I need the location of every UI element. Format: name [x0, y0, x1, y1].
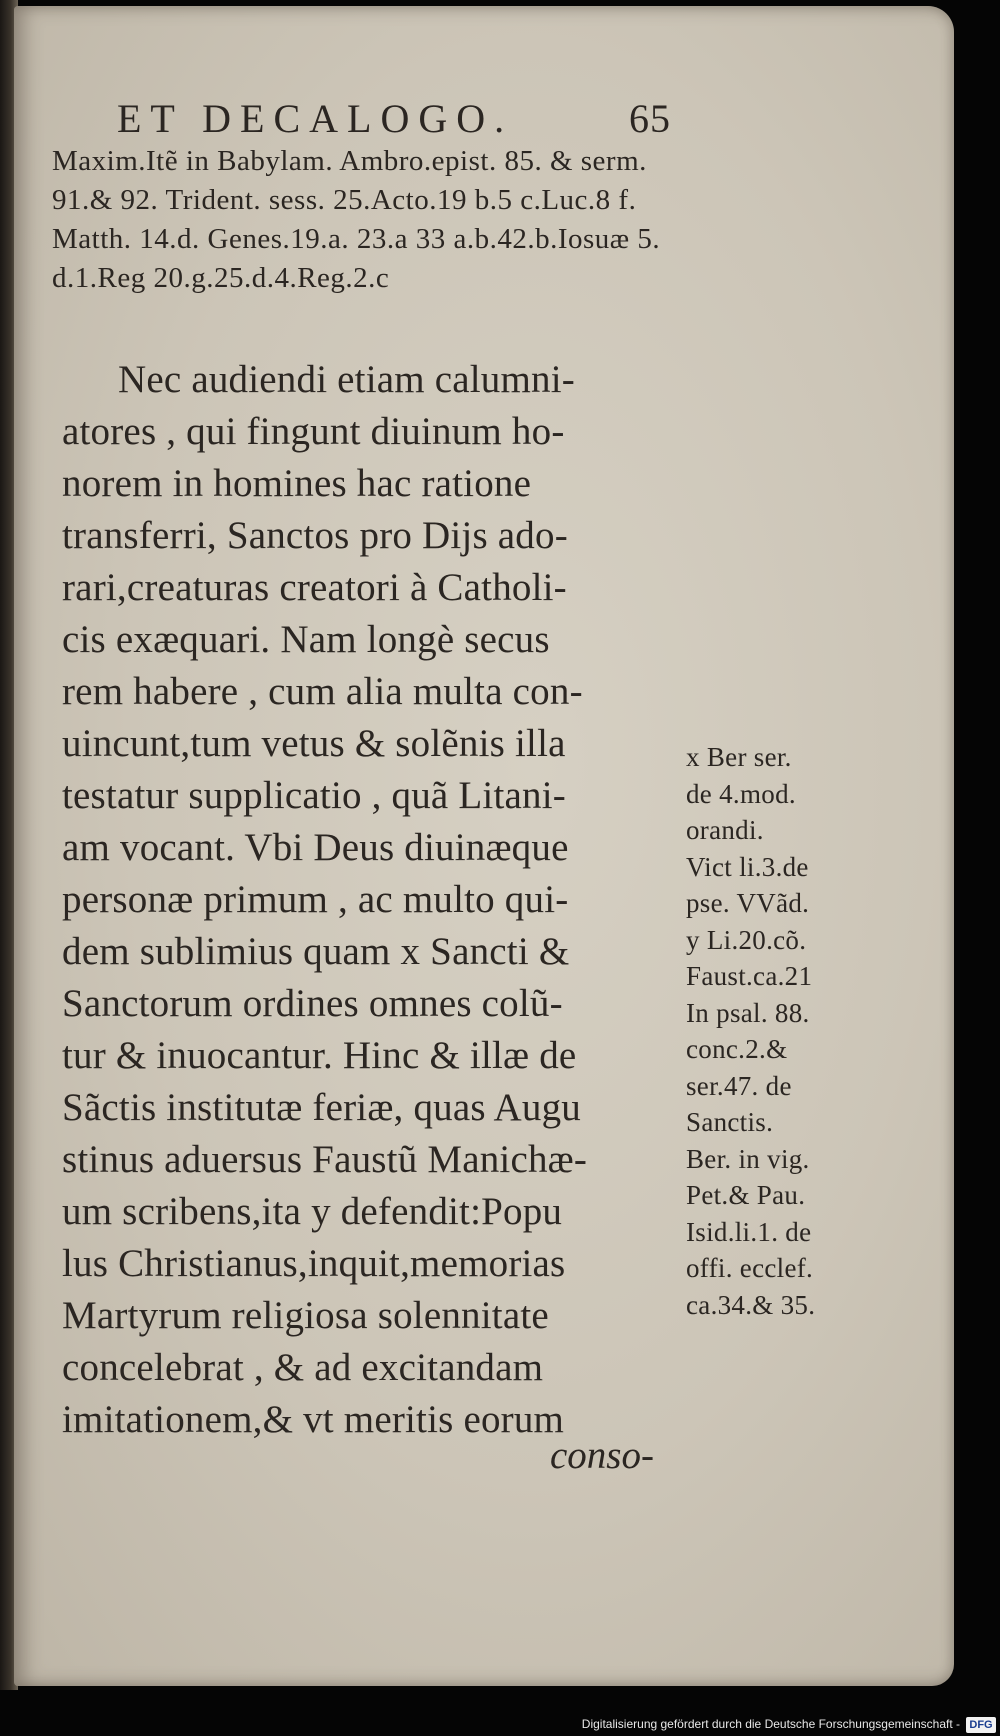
reference-line: Maxim.Itẽ in Babylam. Ambro.epist. 85. & serm.: [52, 145, 647, 177]
margin-note-line: ser.47. de: [686, 1070, 792, 1101]
body-line: rari,creaturas creatori à Catholi-: [62, 566, 567, 609]
running-head: [117, 94, 697, 144]
margin-note-line: offi. ecclef.: [686, 1253, 814, 1283]
margin-note-line: x Ber ser.: [686, 742, 792, 772]
digitization-credit: Digitalisierung gefördert durch die Deutsche Forschungsgemeinschaft -: [581, 1717, 960, 1731]
margin-note-line: ca.34.& 35.: [686, 1289, 816, 1320]
body-line: testatur supplicatio , quã Litani-: [62, 774, 566, 817]
reference-block: [52, 142, 882, 298]
margin-note-line: conc.2.&: [686, 1034, 788, 1064]
marginal-notes: [686, 739, 886, 1323]
body-line: dem sublimius quam x Sancti &: [62, 930, 570, 973]
reference-line: 91.& 92. Trident. sess. 25.Acto.19 b.5 c.Luc.8 f.: [52, 184, 637, 216]
body-line: lus Christianus,inquit,memorias: [62, 1242, 566, 1285]
margin-note-line: Sanctis.: [686, 1107, 774, 1137]
margin-note-line: orandi.: [686, 815, 764, 845]
body-line: tur & inuocantur. Hinc & illæ de: [62, 1034, 577, 1077]
reference-line: d.1.Reg 20.g.25.d.4.Reg.2.c: [52, 262, 390, 294]
margin-note-line: pse. VVãd.: [686, 888, 810, 918]
margin-note-line: Ber. in vig.: [686, 1143, 810, 1174]
body-text: [62, 354, 702, 1446]
body-line: atores , qui fingunt diuinum ho-: [62, 410, 565, 453]
margin-note-line: Vict li.3.de: [686, 851, 809, 882]
body-line: Nec audiendi etiam calumni-: [118, 358, 575, 401]
margin-note-line: de 4.mod.: [686, 778, 796, 809]
margin-note-line: Pet.& Pau.: [686, 1180, 806, 1210]
book-page: [14, 6, 954, 1686]
body-line: personæ primum , ac multo qui-: [62, 878, 569, 921]
body-line: Sanctorum ordines omnes colũ-: [62, 982, 563, 1025]
body-line: rem habere , cum alia multa con-: [62, 670, 583, 713]
body-line: imitationem,& vt meritis eorum: [62, 1398, 565, 1441]
body-line: concelebrat , & ad excitandam: [62, 1346, 544, 1389]
margin-note-line: Isid.li.1. de: [686, 1216, 812, 1247]
body-line: um scribens,ita y defendit:Popu: [62, 1190, 563, 1233]
body-line: transferri, Sanctos pro Dijs ado-: [62, 514, 568, 557]
dfg-logo: DFG: [966, 1717, 996, 1733]
body-line: am vocant. Vbi Deus diuinæque: [62, 826, 569, 869]
body-line: uincunt,tum vetus & solẽnis illa: [62, 722, 566, 765]
catchword: conso-: [550, 1434, 654, 1477]
margin-note-line: Faust.ca.21: [686, 961, 813, 991]
running-head-title: ET DECALOGO.: [117, 96, 514, 141]
body-line: Martyrum religiosa solennitate: [62, 1294, 549, 1337]
body-line: Sãctis institutæ feriæ, quas Augu: [62, 1086, 582, 1129]
page-number: 65: [629, 96, 671, 141]
body-line: cis exæquari. Nam longè secus: [62, 618, 550, 661]
body-line: norem in homines hac ratione: [62, 462, 532, 505]
reference-line: Matth. 14.d. Genes.19.a. 23.a 33 a.b.42.b.Iosuæ 5.: [52, 223, 661, 255]
body-line: stinus aduersus Faustũ Manichæ-: [62, 1138, 588, 1181]
margin-note-line: y Li.20.cõ.: [686, 924, 807, 955]
margin-note-line: In psal. 88.: [686, 997, 810, 1028]
